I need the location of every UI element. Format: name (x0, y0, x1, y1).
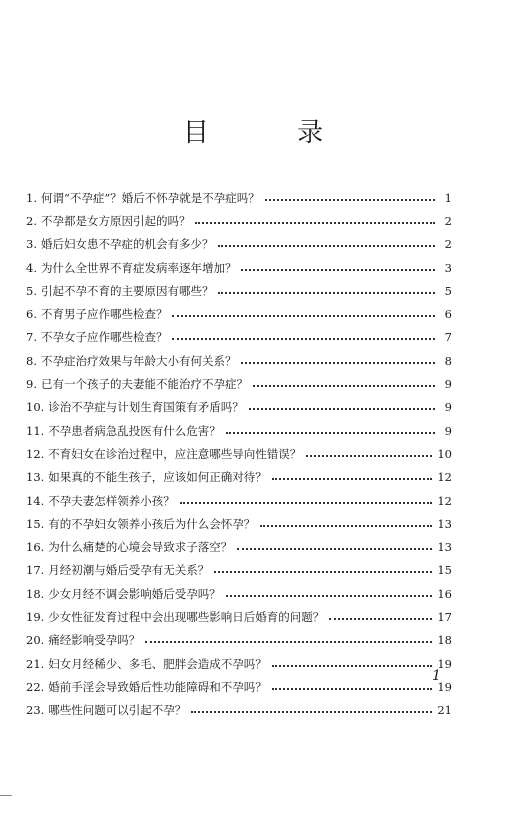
toc-entry-page: 1 (444, 190, 452, 205)
toc-entry-page: 6 (444, 307, 452, 322)
toc-dot-leader (241, 269, 435, 271)
toc-entry (26, 652, 452, 675)
toc-entry-number: 22. (26, 679, 45, 694)
toc-entry (26, 466, 452, 489)
toc-entry-title: 不育男子应作哪些检查？ (40, 307, 168, 322)
toc-entry-title: 不孕症治疗效果与年龄大小有何关系？ (40, 353, 237, 368)
toc-entry (26, 559, 452, 582)
toc-entry-title: 如果真的不能生孩子，应该如何正确对待？ (48, 470, 267, 485)
toc-dot-leader (249, 408, 435, 410)
toc-entry-number: 8. (26, 353, 37, 368)
edge-mark (0, 795, 12, 796)
toc-dot-leader (218, 292, 435, 294)
toc-entry-title: 不孕都是女方原因引起的吗？ (40, 213, 191, 228)
toc-entry-number: 20. (26, 633, 45, 648)
toc-entry-page: 8 (444, 353, 452, 368)
toc-entry-number: 10. (26, 400, 45, 415)
page-number: 1 (432, 668, 441, 684)
toc-entry-number: 21. (26, 656, 45, 671)
toc-entry-page: 17 (437, 609, 452, 624)
toc-entry (26, 675, 452, 698)
toc-entry-page: 2 (444, 237, 452, 252)
toc-entry (26, 629, 452, 652)
toc-entry-number: 5. (26, 283, 37, 298)
toc-entry-title: 为什么全世界不育症发病率逐年增加？ (40, 260, 237, 275)
toc-entry-title: 诊治不孕症与计划生育国策有矛盾吗？ (48, 400, 244, 415)
toc-entry-page: 7 (444, 330, 452, 345)
toc-entry-page: 21 (437, 703, 452, 718)
toc-entry-title: 有的不孕妇女领养小孩后为什么会怀孕？ (48, 516, 256, 531)
toc-dot-leader (218, 245, 435, 247)
toc-entry-title: 痛经影响受孕吗？ (48, 633, 141, 648)
toc-entry-title: 已有一个孩子的夫妻能不能治疗不孕症？ (40, 377, 248, 392)
toc-dot-leader (214, 571, 432, 573)
toc-entry-number: 9. (26, 377, 37, 392)
toc-entry-page: 9 (444, 400, 452, 415)
toc-entry-title: 哪些性问题可以引起不孕？ (48, 703, 187, 718)
toc-entry-number: 7. (26, 330, 37, 345)
toc-entry (26, 605, 452, 628)
toc-entry (26, 186, 452, 209)
toc-entry (26, 349, 452, 372)
toc-entry-page: 12 (437, 493, 452, 508)
toc-entry-title: 婚后妇女患不孕症的机会有多少？ (40, 237, 214, 252)
toc-entry (26, 512, 452, 535)
toc-entry-page: 9 (444, 423, 452, 438)
toc-entry (26, 582, 452, 605)
toc-entry-title: 不孕女子应作哪些检查？ (40, 330, 168, 345)
toc-entry (26, 489, 452, 512)
toc-entry-number: 16. (26, 540, 45, 555)
toc-entry (26, 419, 452, 442)
toc-entry (26, 256, 452, 279)
toc-entry-number: 15. (26, 516, 45, 531)
toc-dot-leader (253, 385, 435, 387)
toc-dot-leader (195, 222, 435, 224)
toc-dot-leader (172, 315, 435, 317)
toc-entry-page: 9 (444, 377, 452, 392)
toc-entry-page: 13 (437, 516, 452, 531)
toc-entry-number: 12. (26, 446, 45, 461)
toc-entry-number: 4. (26, 260, 37, 275)
toc-entry (26, 535, 452, 558)
toc-entry-number: 6. (26, 307, 37, 322)
toc-entry-title: 为什么痛楚的心境会导致求子落空？ (48, 540, 233, 555)
toc-entry-page: 19 (437, 679, 452, 694)
toc-entry-title: 何谓“不孕症”？婚后不怀孕就是不孕症吗？ (40, 190, 260, 205)
toc-entry (26, 209, 452, 232)
toc-entry-title: 少女月经不调会影响婚后受孕吗？ (48, 586, 221, 601)
toc-entry-title: 月经初潮与婚后受孕有无关系？ (48, 563, 210, 578)
toc-entry (26, 442, 452, 465)
toc-entry (26, 302, 452, 325)
toc-entry-title: 不育妇女在诊治过程中，应注意哪些导向性错误？ (48, 446, 302, 461)
toc-entry-number: 17. (26, 563, 45, 578)
toc-entry-page: 16 (437, 586, 452, 601)
toc-entry-title: 不孕夫妻怎样领养小孩？ (48, 493, 175, 508)
toc-dot-leader (272, 478, 433, 480)
toc-entry-number: 23. (26, 703, 45, 718)
toc-dot-leader (265, 199, 435, 201)
toc-entry-title: 婚前手淫会导致婚后性功能障碍和不孕吗？ (48, 679, 267, 694)
toc-dot-leader (306, 455, 432, 457)
toc-dot-leader (145, 641, 432, 643)
toc-dot-leader (191, 711, 432, 713)
toc-dot-leader (180, 502, 433, 504)
toc-entry-page: 3 (444, 260, 452, 275)
toc-entry-title: 引起不孕不育的主要原因有哪些？ (40, 283, 214, 298)
toc-entry-number: 3. (26, 237, 37, 252)
toc-entry (26, 326, 452, 349)
toc-entry-number: 19. (26, 609, 45, 624)
toc-dot-leader (272, 688, 433, 690)
toc-entry (26, 279, 452, 302)
toc-dot-leader (241, 362, 435, 364)
toc-dot-leader (329, 618, 432, 620)
toc-entry-page: 13 (437, 540, 452, 555)
toc-entry-number: 13. (26, 470, 45, 485)
toc-entry-page: 5 (444, 283, 452, 298)
toc-entry-page: 15 (437, 563, 452, 578)
toc-entry (26, 396, 452, 419)
toc-entry-page: 2 (444, 213, 452, 228)
toc-entry-title: 不孕患者病急乱投医有什么危害？ (48, 423, 221, 438)
toc-entry-number: 11. (26, 423, 45, 438)
toc-dot-leader (260, 525, 432, 527)
toc-dot-leader (226, 595, 433, 597)
toc-entry (26, 372, 452, 395)
toc-entry-number: 18. (26, 586, 45, 601)
toc-dot-leader (237, 548, 432, 550)
toc-entry-title: 妇女月经稀少、多毛、肥胖会造成不孕吗？ (48, 656, 267, 671)
table-of-contents (26, 186, 452, 722)
toc-dot-leader (272, 665, 433, 667)
toc-entry-title: 少女性征发育过程中会出现哪些影响日后婚育的问题？ (48, 609, 325, 624)
toc-entry-number: 2. (26, 213, 37, 228)
toc-dot-leader (226, 432, 435, 434)
toc-entry-number: 14. (26, 493, 45, 508)
toc-entry (26, 699, 452, 722)
toc-entry-page: 10 (437, 446, 452, 461)
toc-entry-page: 18 (437, 633, 452, 648)
toc-entry-page: 19 (437, 656, 452, 671)
page-title: 目 录 (182, 118, 364, 148)
toc-entry (26, 233, 452, 256)
toc-entry-page: 12 (437, 470, 452, 485)
toc-dot-leader (172, 338, 435, 340)
toc-entry-number: 1. (26, 190, 37, 205)
